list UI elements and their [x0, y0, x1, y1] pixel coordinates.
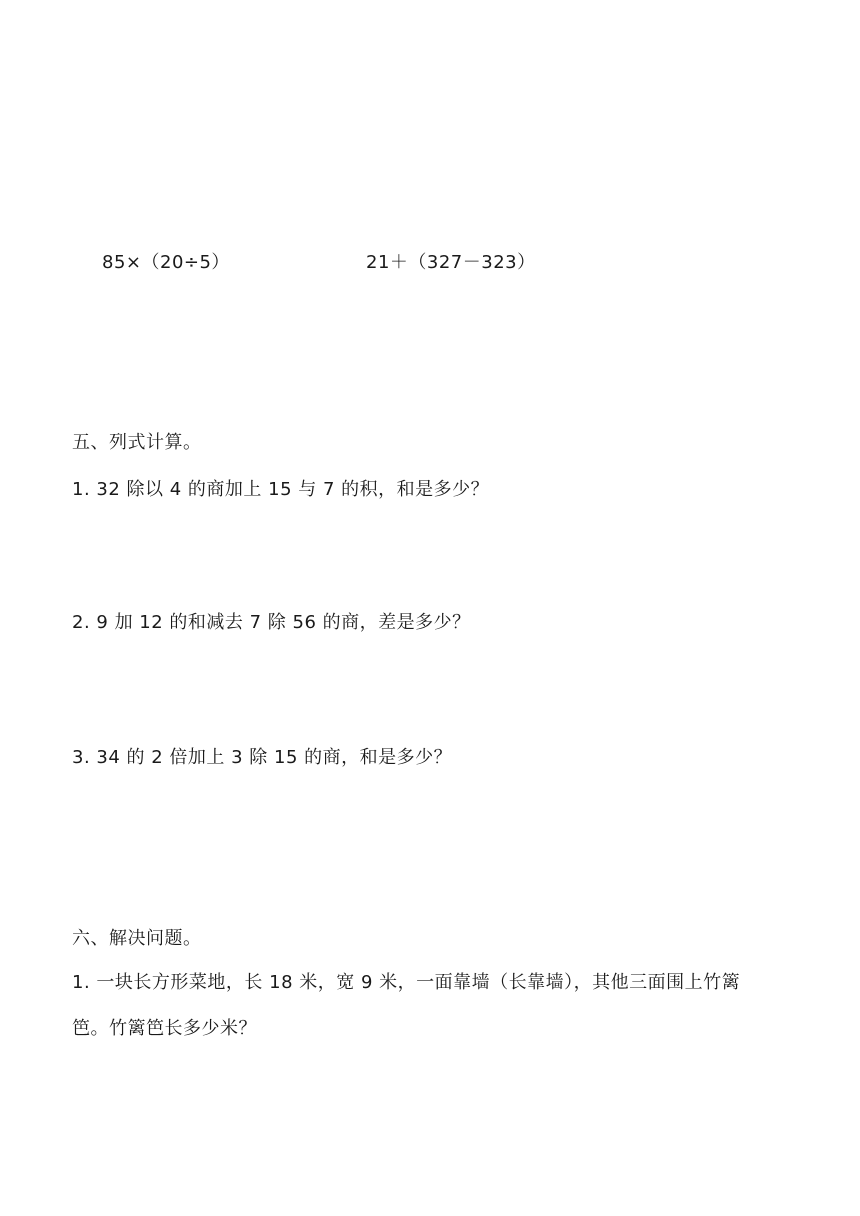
section-6-heading: 六、解决问题。 [72, 928, 202, 949]
section-5-question-3: 3. 34 的 2 倍加上 3 除 15 的商，和是多少？ [72, 747, 453, 768]
section-5-question-2: 2. 9 加 12 的和减去 7 除 56 的商，差是多少？ [72, 612, 471, 633]
section-6-question-1-line-2: 笆。竹篱笆长多少米？ [72, 1018, 257, 1039]
section-6-question-1-line-1: 1. 一块长方形菜地，长 18 米，宽 9 米，一面靠墙（长靠墙），其他三面围上竹篱 [72, 972, 741, 993]
expression-left: 85×（20÷5） [102, 252, 230, 273]
section-5-heading: 五、列式计算。 [72, 432, 202, 453]
expression-right: 21＋（327－323） [366, 252, 536, 273]
section-5-question-1: 1. 32 除以 4 的商加上 15 与 7 的积，和是多少？ [72, 479, 490, 500]
